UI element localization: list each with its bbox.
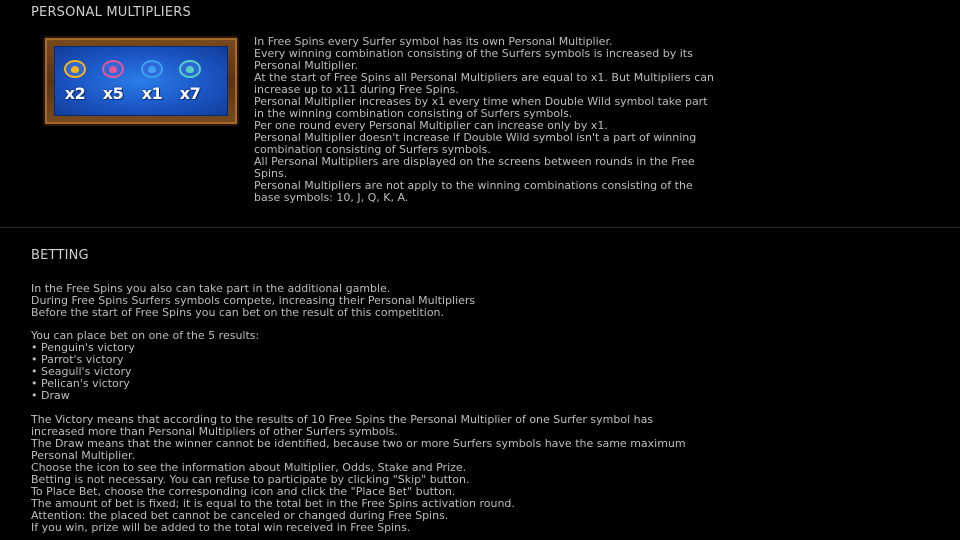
pelican-icon xyxy=(179,60,201,78)
text-line: Per one round every Personal Multiplier can increase only by x1. xyxy=(254,119,608,132)
text-line: Personal Multiplier. xyxy=(254,59,359,72)
text-line: During Free Spins Surfers symbols compete, increasing their Personal Multipliers xyxy=(31,294,476,307)
pelican-multiplier xyxy=(172,52,208,110)
text-line: Personal Multiplier doesn't increase if Double Wild symbol isn't a part of winning xyxy=(254,131,697,144)
parrot-multiplier-value: x5 xyxy=(102,84,124,103)
section-divider xyxy=(0,227,960,228)
betting-intro xyxy=(31,283,475,319)
text-line: If you win, prize will be added to the total win received in Free Spins. xyxy=(31,521,411,534)
personal-multipliers-heading: PERSONAL MULTIPLIERS xyxy=(31,5,191,20)
text-line: increase up to x11 during Free Spins. xyxy=(254,83,459,96)
text-line: Spins. xyxy=(254,167,288,180)
text-line: Before the start of Free Spins you can bet on the result of this competition. xyxy=(31,306,445,319)
text-line: The Victory means that according to the results of 10 Free Spins the Personal Multiplier of one Surfer symbol has xyxy=(31,413,654,426)
penguin-multiplier xyxy=(57,52,93,110)
text-line: base symbols: 10, J, Q, K, A. xyxy=(254,191,409,204)
result-item-parrot: • Parrot's victory xyxy=(31,353,124,366)
personal-multipliers-description xyxy=(254,36,714,204)
text-line: Personal Multiplier increases by x1 every time when Double Wild symbol take part xyxy=(254,95,708,108)
text-line: At the start of Free Spins all Personal Multipliers are equal to x1. But Multipliers can xyxy=(254,71,715,84)
parrot-multiplier xyxy=(95,52,131,110)
result-item-draw: • Draw xyxy=(31,389,70,402)
text-line: To Place Bet, choose the corresponding icon and click the "Place Bet" button. xyxy=(31,485,456,498)
pelican-multiplier-value: x7 xyxy=(179,84,201,103)
result-item-pelican: • Pelican's victory xyxy=(31,377,130,390)
text-line: Every winning combination consisting of the Surfers symbols is increased by its xyxy=(254,47,693,60)
text-line: Choose the icon to see the information about Multiplier, Odds, Stake and Prize. xyxy=(31,461,467,474)
text-line: combination consisting of Surfers symbols. xyxy=(254,143,491,156)
text-line: Personal Multiplier. xyxy=(31,449,136,462)
text-line: All Personal Multipliers are displayed on the screens between rounds in the Free xyxy=(254,155,695,168)
penguin-multiplier-value: x2 xyxy=(64,84,86,103)
penguin-icon xyxy=(64,60,86,78)
text-line: in the winning combination consisting of Surfers symbols. xyxy=(254,107,573,120)
text-line: Betting is not necessary. You can refuse to participate by clicking "Skip" button. xyxy=(31,473,470,486)
seagull-multiplier-value: x1 xyxy=(141,84,163,103)
results-heading: You can place bet on one of the 5 results: xyxy=(31,329,260,342)
betting-rules xyxy=(31,414,686,534)
text-line: In the Free Spins you also can take part in the additional gamble. xyxy=(31,282,391,295)
personal-multipliers-image xyxy=(43,36,239,126)
seagull-icon xyxy=(141,60,163,78)
seagull-multiplier xyxy=(134,52,170,110)
betting-results xyxy=(31,330,259,402)
text-line: increased more than Personal Multipliers of other Surfers symbols. xyxy=(31,425,398,438)
text-line: The amount of bet is fixed; it is equal to the total bet in the Free Spins activation round. xyxy=(31,497,515,510)
parrot-icon xyxy=(102,60,124,78)
text-line: Attention: the placed bet cannot be canceled or changed during Free Spins. xyxy=(31,509,449,522)
result-item-seagull: • Seagull's victory xyxy=(31,365,132,378)
text-line: In Free Spins every Surfer symbol has its own Personal Multiplier. xyxy=(254,35,613,48)
multipliers-panel xyxy=(54,46,228,116)
result-item-penguin: • Penguin's victory xyxy=(31,341,135,354)
text-line: The Draw means that the winner cannot be identified, because two or more Surfers symbols have the same maximum xyxy=(31,437,686,450)
text-line: Personal Multipliers are not apply to the winning combinations consisting of the xyxy=(254,179,693,192)
betting-heading: BETTING xyxy=(31,248,89,263)
